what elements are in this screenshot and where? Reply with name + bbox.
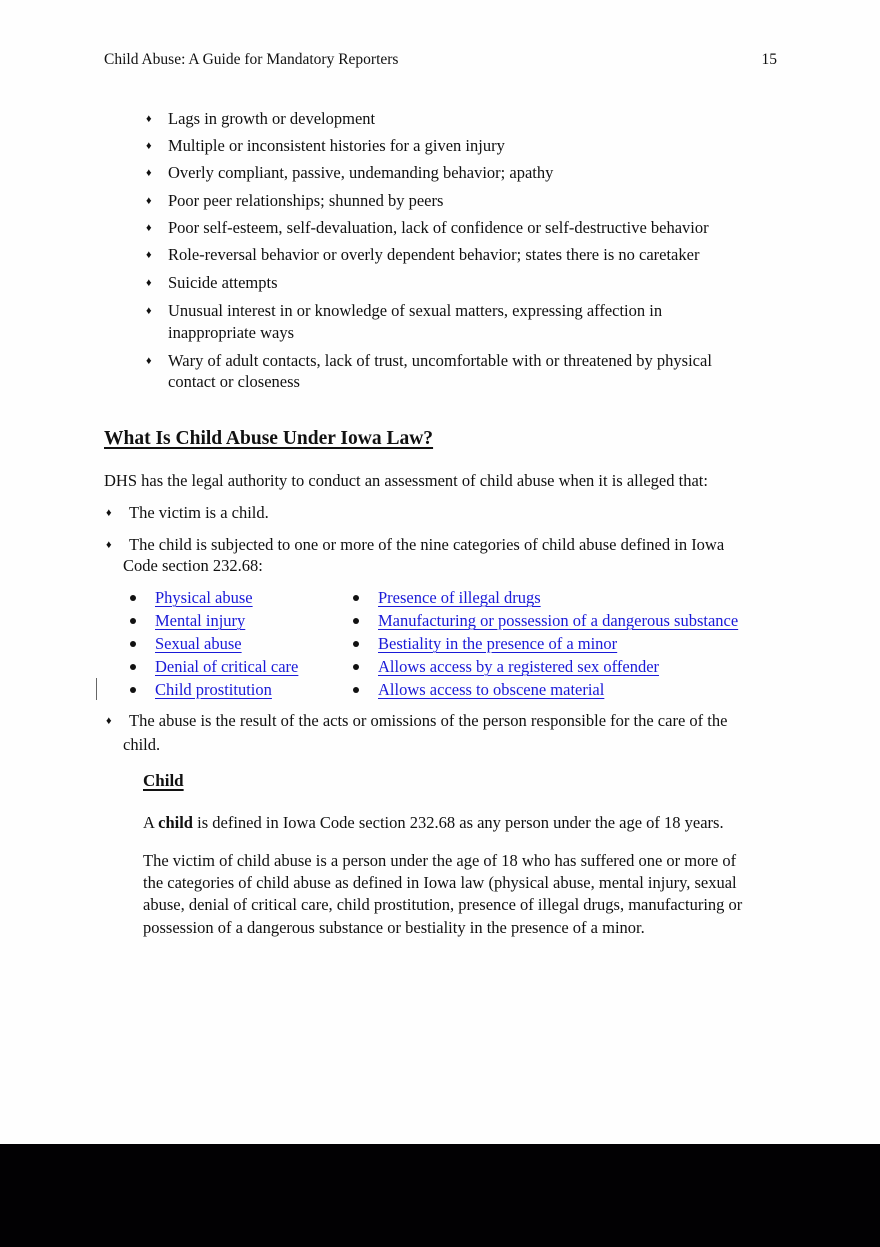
condition-item: The child is subjected to one or more of the nine categories of child abuse defined in Iowa [129,535,725,554]
list-item: Unusual interest in or knowledge of sexual matters, expressing affection in [168,301,663,320]
list-item: Poor self-esteem, self-devaluation, lack of confidence or self-destructive behavior [168,218,709,237]
list-item: Suicide attempts [168,273,278,292]
paragraph-line: possession of a dangerous substance or bestiality in the presence of a minor. [143,918,645,937]
link-sexual-abuse[interactable]: Sexual abuse [155,634,242,653]
section-intro: DHS has the legal authority to conduct an assessment of child abuse when it is alleged that: [104,471,708,490]
bullet-dot-icon [353,664,359,670]
bullet-dot-icon [130,641,136,647]
bullet-dot-icon [353,618,359,624]
list-item-continuation: inappropriate ways [168,323,294,342]
link-denial-of-critical-care[interactable]: Denial of critical care [155,657,299,676]
diamond-bullet-icon: ♦ [146,140,152,152]
paragraph-line: the categories of child abuse as defined in Iowa law (physical abuse, mental injury, sexual [143,873,737,892]
link-mental-injury[interactable]: Mental injury [155,611,246,630]
diamond-bullet-icon: ♦ [106,507,112,519]
section-heading: What Is Child Abuse Under Iowa Law? [104,428,434,449]
list-item: Multiple or inconsistent histories for a given injury [168,136,505,155]
bullet-dot-icon [130,687,136,693]
link-bestiality[interactable]: Bestiality in the presence of a minor [378,634,618,653]
bullet-dot-icon [130,595,136,601]
bullet-dot-icon [130,664,136,670]
diamond-bullet-icon: ♦ [106,715,112,727]
paragraph-line: abuse, denial of critical care, child prostitution, presence of illegal drugs, manufacturing or [143,895,743,914]
condition-item-continuation: Code section 232.68: [123,556,263,575]
bullet-dot-icon [353,595,359,601]
list-item: Overly compliant, passive, undemanding behavior; apathy [168,163,554,182]
viewer-bottom-area [0,1144,880,1247]
page-number: 15 [761,51,777,68]
diamond-bullet-icon: ♦ [146,305,152,317]
revision-bar [96,678,97,700]
diamond-bullet-icon: ♦ [146,167,152,179]
list-item: Wary of adult contacts, lack of trust, uncomfortable with or threatened by physical [168,351,712,370]
definition-suffix: is defined in Iowa Code section 232.68 as any person under the age of 18 years. [193,813,724,832]
list-item-continuation: contact or closeness [168,372,300,391]
link-dangerous-substance[interactable]: Manufacturing or possession of a dangerous substance [378,611,739,630]
list-item: Poor peer relationships; shunned by peers [168,191,444,210]
condition-item: The victim is a child. [129,503,269,522]
diamond-bullet-icon: ♦ [106,539,112,551]
definition-prefix: A [143,813,159,832]
diamond-bullet-icon: ♦ [146,355,152,367]
diamond-bullet-icon: ♦ [146,113,152,125]
running-title: Child Abuse: A Guide for Mandatory Reporters [104,51,399,68]
diamond-bullet-icon: ♦ [146,195,152,207]
definition-term: child [158,813,193,832]
bullet-dot-icon [353,687,359,693]
list-item: Role-reversal behavior or overly dependent behavior; states there is no caretaker [168,245,700,264]
diamond-bullet-icon: ♦ [146,222,152,234]
condition-item: The abuse is the result of the acts or omissions of the person responsible for the care of the [129,711,728,730]
bullet-dot-icon [353,641,359,647]
link-registered-sex-offender[interactable]: Allows access by a registered sex offender [378,657,660,676]
link-presence-of-illegal-drugs[interactable]: Presence of illegal drugs [378,588,541,607]
condition-item-continuation: child. [123,735,161,754]
child-definition [143,812,724,834]
bullet-dot-icon [130,618,136,624]
paragraph-line: The victim of child abuse is a person under the age of 18 who has suffered one or more of [143,851,737,870]
subsection-heading-child: Child [143,771,184,790]
link-obscene-material[interactable]: Allows access to obscene material [378,680,605,699]
link-child-prostitution[interactable]: Child prostitution [155,680,272,699]
list-item: Lags in growth or development [168,109,376,128]
diamond-bullet-icon: ♦ [146,277,152,289]
diamond-bullet-icon: ♦ [146,249,152,261]
page-header [104,51,777,69]
link-physical-abuse[interactable]: Physical abuse [155,588,253,607]
